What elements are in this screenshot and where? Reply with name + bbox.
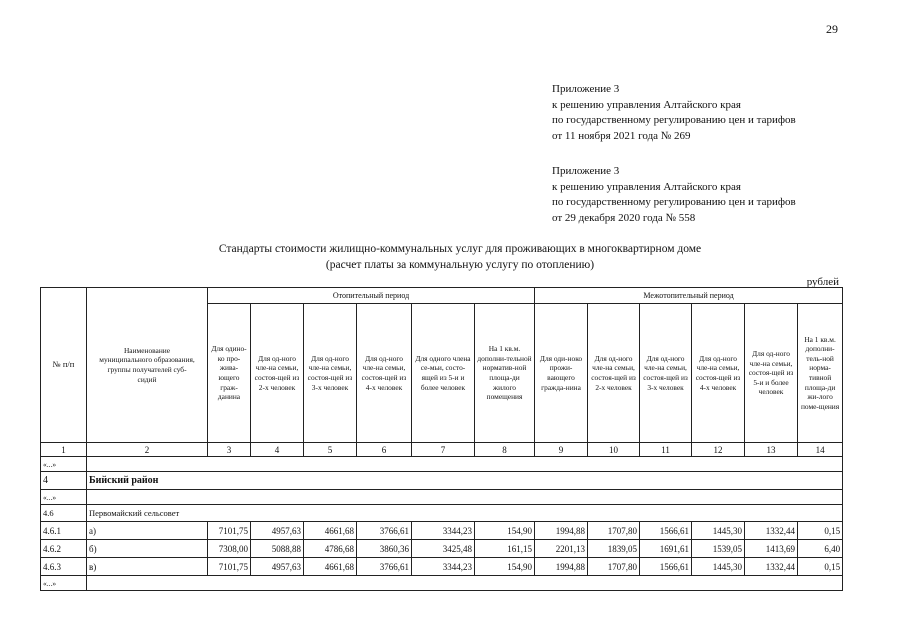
omission-mark: «...»: [41, 457, 87, 472]
header-col-8: На 1 кв.м. дополни-тельной норматив-ной площа-ди жилого помещения: [475, 304, 535, 443]
table-row: [41, 558, 843, 576]
column-number-row: [41, 443, 843, 457]
cell-value: 1707,80: [588, 558, 640, 576]
omission-row: [41, 576, 843, 591]
column-number: 13: [745, 443, 798, 457]
column-number: 7: [412, 443, 475, 457]
appendix-line: от 29 декабря 2020 года № 558: [552, 211, 696, 224]
column-number: 11: [640, 443, 692, 457]
header-col-12: Для од-ного чле-на семьи, состоя-щей из 4-х человек: [692, 304, 745, 443]
appendix-line: от 11 ноября 2021 года № 269: [552, 129, 691, 142]
subunit-number: 4.6: [41, 505, 87, 522]
cell-value: 3344,23: [412, 558, 475, 576]
cell-value: 154,90: [475, 558, 535, 576]
column-number: 1: [41, 443, 87, 457]
cell-value: 1707,80: [588, 522, 640, 540]
header-col-4: Для од-ного чле-на семьи, состоя-щей из 2-х человек: [251, 304, 304, 443]
column-number: 4: [251, 443, 304, 457]
cell-value: 6,40: [798, 540, 843, 558]
subunit-row: [41, 505, 843, 522]
cell-value: 5088,88: [251, 540, 304, 558]
table-row: [41, 540, 843, 558]
subunit-name: Первомайский сельсовет: [87, 505, 843, 522]
column-number: 10: [588, 443, 640, 457]
appendix-line: к решению управления Алтайского края: [552, 180, 741, 193]
cell-value: 4661,68: [304, 558, 357, 576]
cell-value: 4957,63: [251, 522, 304, 540]
omission-mark: «...»: [41, 490, 87, 505]
header-name: Наименование муниципального образования, группы получателей суб-сидий: [87, 288, 208, 443]
document-title: [140, 241, 780, 273]
header-col-5: Для од-ного чле-на семьи, состоя-щей из 3-х человек: [304, 304, 357, 443]
row-label: б): [87, 540, 208, 558]
column-number: 9: [535, 443, 588, 457]
cell-value: 3766,61: [357, 522, 412, 540]
row-label: в): [87, 558, 208, 576]
title-line-2: (расчет платы за коммунальную услугу по отоплению): [325, 259, 595, 271]
tariff-table: [40, 287, 843, 591]
omission-row: [41, 490, 843, 505]
cell-value: 3425,48: [412, 540, 475, 558]
column-number: 2: [87, 443, 208, 457]
header-col-11: Для од-ного чле-на семьи, состоя-щей из 3-х человек: [640, 304, 692, 443]
header-col-10: Для од-ного чле-на семьи, состоя-щей из 2-х человек: [588, 304, 640, 443]
unit-label: рублей: [806, 276, 839, 288]
omission-mark: «...»: [41, 576, 87, 591]
appendix-header-previous: [552, 164, 796, 226]
cell-value: 7101,75: [208, 522, 251, 540]
table-row: [41, 522, 843, 540]
row-number: 4.6.3: [41, 558, 87, 576]
cell-value: 1839,05: [588, 540, 640, 558]
cell-value: 1445,30: [692, 558, 745, 576]
cell-value: 7308,00: [208, 540, 251, 558]
header-num: № п/п: [41, 288, 87, 443]
header-col-13: Для од-ного чле-на семьи, состоя-щей из 5-и и более человек: [745, 304, 798, 443]
header-non-heating-period: Межотопительный период: [535, 288, 843, 304]
header-col-9: Для оди-ноко прожи-вающего гражда-нина: [535, 304, 588, 443]
cell-value: 0,15: [798, 522, 843, 540]
cell-value: 3344,23: [412, 522, 475, 540]
appendix-line: по государственному регулированию цен и тарифов: [552, 114, 796, 126]
column-number: 14: [798, 443, 843, 457]
cell-value: 1566,61: [640, 558, 692, 576]
column-number: 8: [475, 443, 535, 457]
appendix-line: к решению управления Алтайского края: [552, 98, 741, 111]
region-name: Бийский район: [87, 472, 843, 490]
cell-value: 4957,63: [251, 558, 304, 576]
header-col-14: На 1 кв.м. дополни-тель-ной норма-тивной площа-ди жи-лого поме-щения: [798, 304, 843, 443]
header-col-7: Для одного члена се-мьи, состо-ящей из 5-и и более человек: [412, 304, 475, 443]
column-number: 3: [208, 443, 251, 457]
cell-value: 1994,88: [535, 558, 588, 576]
column-number: 6: [357, 443, 412, 457]
header-col-3: Для одино-ко про-жива-ющего граж-данина: [208, 304, 251, 443]
header-heating-period: Отопительный период: [208, 288, 535, 304]
cell-value: 0,15: [798, 558, 843, 576]
appendix-line: по государственному регулированию цен и тарифов: [552, 196, 796, 208]
cell-value: 1539,05: [692, 540, 745, 558]
cell-value: 1332,44: [745, 558, 798, 576]
cell-value: 1994,88: [535, 522, 588, 540]
appendix-header-current: [552, 82, 796, 144]
cell-value: 4786,68: [304, 540, 357, 558]
cell-value: 154,90: [475, 522, 535, 540]
row-number: 4.6.1: [41, 522, 87, 540]
page-number: 29: [826, 22, 838, 36]
row-label: а): [87, 522, 208, 540]
cell-value: 161,15: [475, 540, 535, 558]
cell-value: 1445,30: [692, 522, 745, 540]
cell-value: 1691,61: [640, 540, 692, 558]
title-line-1: Стандарты стоимости жилищно-коммунальных услуг для проживающих в многоквартирном доме: [218, 243, 702, 255]
appendix-line: Приложение 3: [552, 83, 620, 95]
cell-value: 1566,61: [640, 522, 692, 540]
region-number: 4: [41, 472, 87, 490]
cell-value: 3766,61: [357, 558, 412, 576]
omission-row: [41, 457, 843, 472]
cell-value: 3860,36: [357, 540, 412, 558]
column-number: 5: [304, 443, 357, 457]
cell-value: 1332,44: [745, 522, 798, 540]
header-col-6: Для од-ного чле-на семьи, состоя-щей из 4-х человек: [357, 304, 412, 443]
row-number: 4.6.2: [41, 540, 87, 558]
cell-value: 7101,75: [208, 558, 251, 576]
column-number: 12: [692, 443, 745, 457]
cell-value: 1413,69: [745, 540, 798, 558]
cell-value: 2201,13: [535, 540, 588, 558]
cell-value: 4661,68: [304, 522, 357, 540]
appendix-line: Приложение 3: [552, 165, 620, 177]
region-row: [41, 472, 843, 490]
